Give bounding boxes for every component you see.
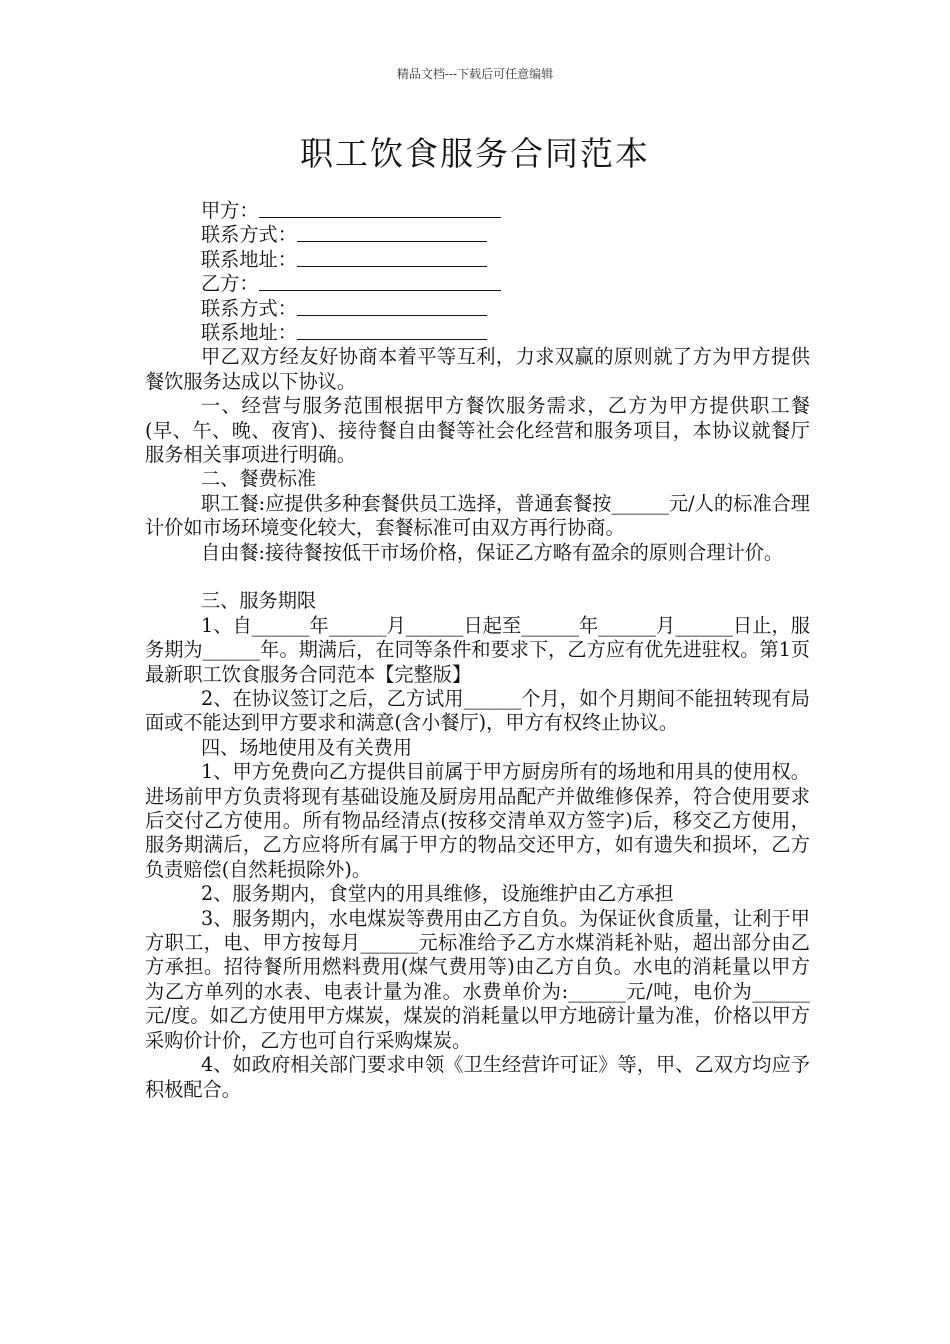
party-a-address-label: 联系地址： <box>201 247 297 271</box>
section-4-heading: 四、场地使用及有关费用 <box>201 735 413 759</box>
party-b-contact-blank <box>297 297 487 316</box>
intro-paragraph: 甲乙双方经友好协商本着平等互利，力求双赢的原则就了方为甲方提供餐饮服务达成以下协议。 <box>145 345 810 393</box>
section-2-paragraph-2: 自由餐:接待餐按低干市场价格，保证乙方略有盈余的原则合理计价。 <box>201 540 784 564</box>
section-2-paragraph-1: 职工餐:应提供多种套餐供员工选择，普通套餐按______元/人的标准合理计价如市场环境变化较大，套餐标准可由双方再行协商。 <box>145 491 810 540</box>
party-a-contact-field <box>145 223 810 247</box>
party-b-contact-field <box>145 297 810 321</box>
document-title: 职工饮食服务合同范本 <box>300 134 650 173</box>
section-1-paragraph: 一、经营与服务范围根据甲方餐饮服务需求，乙方为甲方提供职工餐(早、午、晚、夜宵)、接待餐自由餐等社会化经营和服务项目，本协议就餐厅服务相关事项进行明确。 <box>145 394 810 466</box>
document-body <box>145 199 810 1102</box>
party-b-address-label: 联系地址： <box>201 320 297 344</box>
page-header: 精品文档---下载后可任意编辑 <box>396 67 554 81</box>
section-4-paragraph-4: 4、如政府相关部门要求申领《卫生经营许可证》等，甲、乙双方均应予积极配合。 <box>145 1053 810 1101</box>
blank-line <box>145 565 810 589</box>
party-b-address-field <box>145 321 810 345</box>
section-2-heading: 二、餐费标准 <box>201 467 317 491</box>
section-4-paragraph-3: 3、服务期内，水电煤炭等费用由乙方自负。为保证伙食质量，让利于甲方职工，电、甲方按每月______元标准给予乙方水煤消耗补贴，超出部分由乙方承担。招待餐所用燃料费用(煤气费用等)由乙方自负。水电的消耗量以甲方为乙方单列的水表、电表计量为准。水费单价为:______元/吨，电价为______元/度。如乙方使用甲方煤炭，煤炭的消耗量以甲方地磅计量为准，价格以甲方采购价计价，乙方也可自行采购煤炭。 <box>145 906 810 1052</box>
party-a-contact-blank <box>297 223 487 242</box>
section-3-paragraph-1: 1、自______年______月______日起至______年______月______日止，服务期为______年。期满后，在同等条件和要求下，乙方应有优先进驻权。第1页最新职工饮食服务合同范本【完整版】 <box>145 613 810 686</box>
section-4-paragraph-2: 2、服务期内，食堂内的用具维修，设施维护由乙方承担 <box>201 882 674 906</box>
party-b-address-blank <box>297 321 487 340</box>
section-3-paragraph-2: 2、在协议签订之后，乙方试用______个月，如个月期间不能扭转现有局面或不能达到甲方要求和满意(含小餐厅)，甲方有权终止协议。 <box>145 687 810 735</box>
party-a-contact-label: 联系方式： <box>201 223 297 247</box>
section-3-heading: 三、服务期限 <box>201 589 317 613</box>
party-a-label: 甲方： <box>201 199 259 222</box>
party-b-contact-label: 联系方式： <box>201 296 297 320</box>
party-a-address-blank <box>297 248 487 267</box>
party-b-field <box>145 272 810 296</box>
section-4-paragraph-1: 1、甲方免费向乙方提供目前属于甲方厨房所有的场地和用具的使用权。进场前甲方负责将现有基础设施及厨房用品配产并做维修保养，符合使用要求后交付乙方使用。所有物品经清点(按移交清单双方签字)后，移交乙方使用，服务期满后，乙方应将所有属于甲方的物品交还甲方，如有遗失和损坏，乙方负责赔偿(自然耗损除外)。 <box>145 760 810 881</box>
party-a-address-field <box>145 248 810 272</box>
party-b-blank <box>259 272 501 291</box>
party-a-field <box>145 199 810 223</box>
party-a-blank <box>259 199 501 218</box>
party-b-label: 乙方： <box>201 272 259 296</box>
